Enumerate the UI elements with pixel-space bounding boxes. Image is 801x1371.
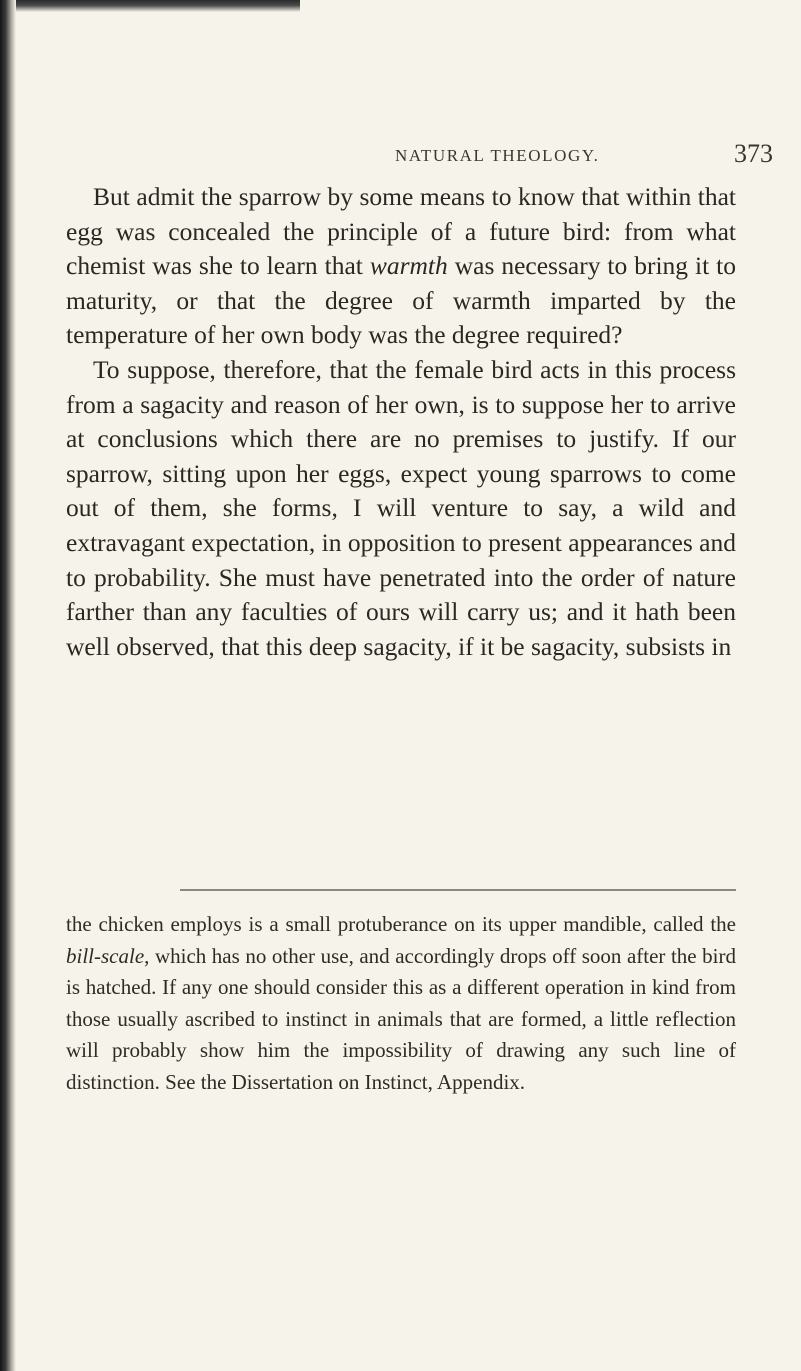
paragraph-2: To suppose, therefore, that the female bird acts in this process from a sagacity and reason of her own, is to suppose her to arrive at conclusions which there are no premises to justify. If our sparrow, sitting upon her eggs, expect young sparrows to come out of them, she forms, I will venture to say, a wild and extravagant expectation, in opposition to present appearances and to probability. She must have penetrated into the order of nature farther than any faculties of ours will carry us; and it hath been well observed, that this deep sagacity, if it be sagacity, subsists in	[66, 354, 736, 661]
footnote	[66, 909, 736, 1099]
running-title: NATURAL THEOLOGY.	[395, 146, 600, 165]
page-number: 373	[734, 139, 773, 168]
paragraph-1-part-c: was necessary to bring it to maturity, or that the degree of warmth imparted by the temperature of her own body was the degree required?	[66, 251, 736, 350]
paragraph-1	[66, 180, 736, 353]
footnote-part-a: the chicken employs is a small protuberance on its upper mandible, called the	[66, 912, 736, 936]
paragraph-1-part-a: But admit the sparrow by some means to know that within that egg was concealed the principle of a future bird: from what chemist was she to learn that	[66, 182, 736, 281]
main-text	[66, 180, 736, 664]
emphasis-bill-scale: bill-scale	[66, 943, 145, 968]
emphasis-warmth: warmth	[369, 251, 448, 281]
footnote-part-c: , which has no other use, and accordingly drops off soon after the bird is hatched. If any one should consider this as a different operation in kind from those usually ascribed to instinct in animals that are formed, a little reflection will probably show him the impossibility of drawing any such line of distinction. See the Dissertation on Instinct, Appendix.	[66, 943, 736, 1094]
footnote-divider	[180, 889, 736, 891]
